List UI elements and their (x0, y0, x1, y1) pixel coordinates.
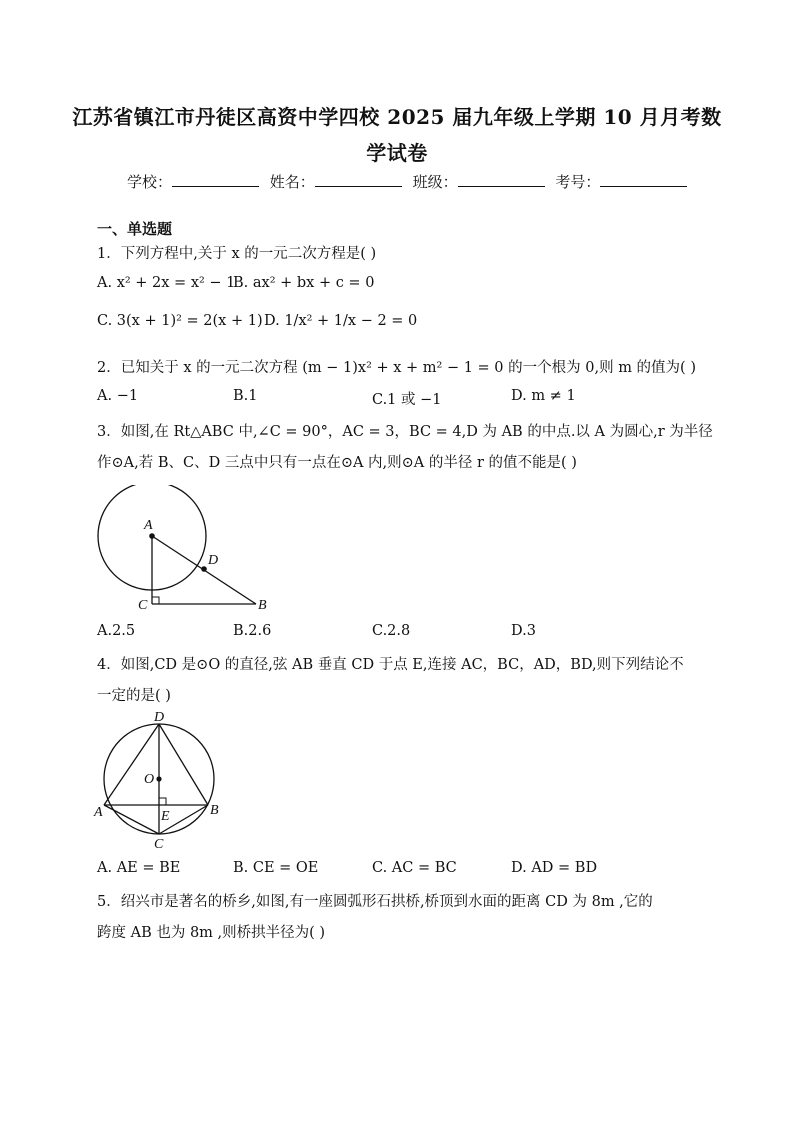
question-1-option-a: A. x² + 2x = x² − 1 (97, 275, 236, 291)
question-2-option-d: D. m ≠ 1 (511, 388, 576, 404)
label-c: C (154, 837, 164, 852)
question-1-option-c: C. 3(x + 1)² = 2(x + 1) (97, 313, 263, 329)
label-b: B (210, 803, 219, 818)
label-d: D (208, 553, 219, 568)
question-3-option-c: C.2.8 (372, 623, 411, 639)
question-5-line1: 5．绍兴市是著名的桥乡,如图,有一座圆弧形石拱桥,桥顶到水面的距离 CD 为 8m ,它的 (97, 894, 653, 910)
point-o (156, 776, 161, 781)
question-4-option-d: D. AD = BD (511, 860, 598, 876)
segment-ad (104, 724, 159, 805)
question-3-line2: 作⊙A,若 B、C、D 三点中只有一点在⊙A 内,则⊙A 的半径 r 的值不能是( ) (97, 455, 577, 471)
question-3-option-d: D.3 (511, 623, 536, 639)
number-blank[interactable] (600, 172, 687, 187)
class-blank[interactable] (458, 172, 545, 187)
question-2-stem: 2．已知关于 x 的一元二次方程 (m − 1)x² + x + m² − 1 = 0 的一个根为 0,则 m 的值为( ) (97, 360, 696, 376)
question-4-line1: 4．如图,CD 是⊙O 的直径,弦 AB 垂直 CD 于点 E,连接 AC，BC，AD，BD,则下列结论不 (97, 657, 684, 673)
point-d (201, 566, 207, 572)
label-e: E (161, 809, 170, 824)
label-b: B (258, 598, 267, 613)
question-4-option-c: C. AC = BC (372, 860, 457, 876)
question-4-option-b: B. CE = OE (233, 860, 319, 876)
question-4-line2: 一定的是( ) (97, 688, 171, 704)
question-3-figure (90, 485, 290, 620)
number-label: 考号： (555, 173, 601, 191)
class-label: 班级： (412, 173, 458, 191)
label-d: D (154, 710, 165, 725)
segment-ac (104, 805, 159, 834)
question-2-option-c: C.1 或 −1 (372, 392, 442, 408)
label-a: A (144, 518, 153, 533)
question-1-option-d: D. 1/x² + 1/x − 2 = 0 (264, 313, 418, 329)
label-o: O (144, 772, 155, 787)
exam-title-line2: 学试卷 (366, 141, 428, 165)
question-2-option-a: A. −1 (97, 388, 139, 404)
name-blank[interactable] (315, 172, 402, 187)
question-1-stem: 1．下列方程中,关于 x 的一元二次方程是( ) (97, 246, 377, 262)
question-5-line2: 跨度 AB 也为 8m ,则桥拱半径为( ) (97, 925, 326, 941)
point-a (149, 533, 155, 539)
name-label: 姓名： (269, 173, 315, 191)
right-angle-mark (152, 597, 159, 604)
segment-bd (159, 724, 208, 805)
question-1-option-b: B. ax² + bx + c = 0 (233, 275, 375, 291)
question-3-option-b: B.2.6 (233, 623, 272, 639)
question-4-option-a: A. AE = BE (97, 860, 181, 876)
right-angle-mark (159, 798, 166, 805)
question-4-figure (90, 708, 230, 853)
question-2-option-b: B.1 (233, 388, 258, 404)
school-blank[interactable] (172, 172, 259, 187)
question-3-option-a: A.2.5 (97, 623, 136, 639)
exam-title-line1: 江苏省镇江市丹徒区高资中学四校 2025 届九年级上学期 10 月月考数 (72, 105, 722, 129)
school-label: 学校： (127, 173, 173, 191)
label-a: A (94, 805, 103, 820)
section-heading: 一、单选题 (97, 220, 173, 238)
student-info-line (127, 171, 693, 192)
question-3-line1: 3．如图,在 Rt△ABC 中,∠C = 90°，AC = 3，BC = 4,D 为 AB 的中点.以 A 为圆心,r 为半径 (97, 424, 713, 440)
label-c: C (138, 598, 148, 613)
